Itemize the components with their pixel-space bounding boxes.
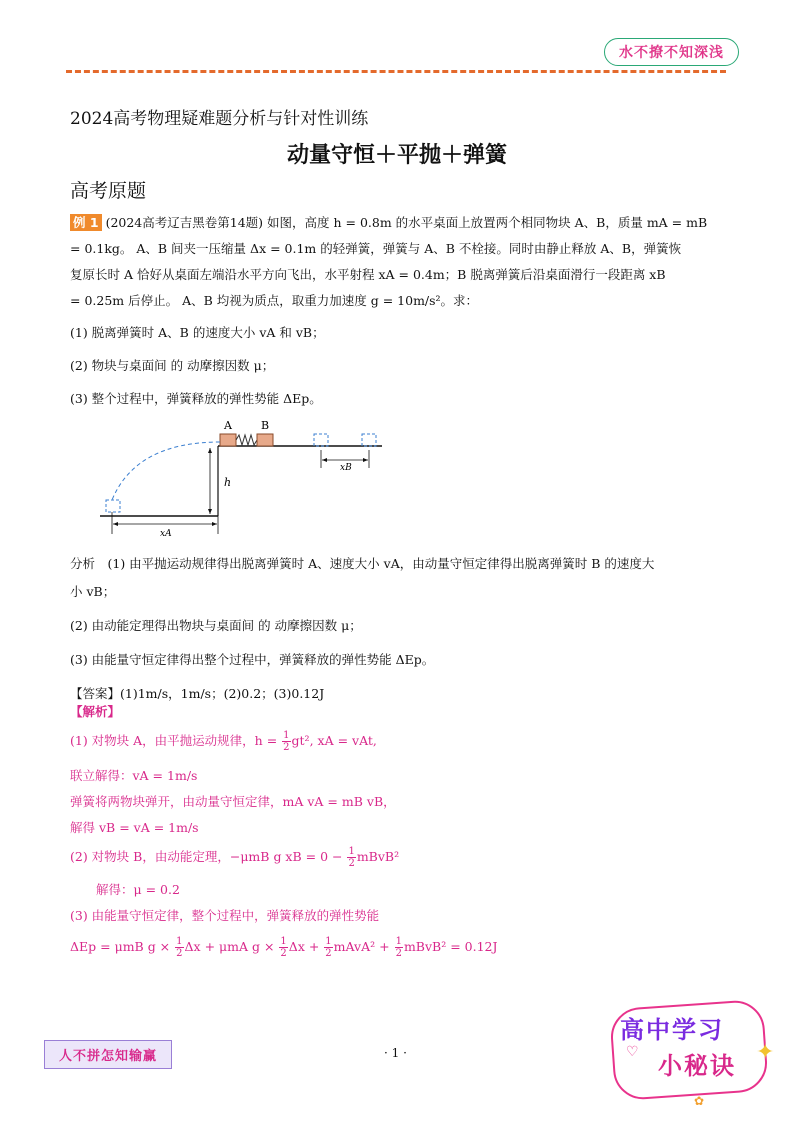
solution-heading: 【解析】	[70, 704, 121, 719]
problem-line-2: = 0.1kg。 A、B 间夹一压缩量 Δx = 0.1m 的轻弹簧，弹簧与 A、B 不栓接。同时由静止释放 A、B，弹簧恢	[70, 241, 682, 256]
label-a: A	[224, 419, 232, 432]
sparkle-icon: ✦	[756, 1040, 775, 1065]
section-heading: 高考原题	[70, 180, 147, 202]
problem-statement	[70, 210, 735, 314]
header-divider	[66, 70, 726, 73]
label-xa: xA	[160, 529, 172, 539]
physics-diagram	[96, 412, 396, 542]
solution-line-3: 弹簧将两物块弹开，由动量守恒定律，mA vA = mB vB，	[70, 794, 396, 809]
problem-line-4: = 0.25m 后停止。 A、B 均视为质点，取重力加速度 g = 10m/s²。求：	[70, 293, 479, 308]
problem-line-3: 复原长时 A 恰好从桌面左端沿水平方向飞出，水平射程 xA = 0.4m；B 脱离弹簧后沿桌面滑行一段距离 xB	[70, 267, 666, 282]
header-badge: 水不撩不知深浅	[604, 38, 739, 66]
analysis-line-1: 分析 (1) 由平抛运动规律得出脱离弹簧时 A、速度大小 vA，由动量守恒定律得出脱离弹簧时 B 的速度大	[70, 556, 655, 571]
footer-badge: 人不拼怎知输赢	[44, 1040, 172, 1069]
stamp-line-1: 高中学习	[620, 1016, 724, 1044]
solution-line-8: ΔEp = μmB g × $\frac{1}{2}$ Δx + μmA g × $\frac{1}{2}$ Δx + $\frac{1}{2}$ mAvA² + $\frac{1}{2}$ mBvB² = 0.12J	[70, 936, 498, 959]
example-tag: 例 1	[70, 214, 102, 231]
brand-stamp	[606, 996, 782, 1106]
series-title: 2024高考物理疑难题分析与针对性训练	[70, 109, 369, 129]
solution-line-6: 解得：μ = 0.2	[96, 882, 180, 897]
solution-line-1: (1) 对物块 A，由平抛运动规律，h = $\frac{1}{2}$ gt², xA = vAt,	[70, 730, 377, 753]
question-2: (2) 物块与桌面间 的 动摩擦因数 μ；	[70, 358, 275, 373]
spring	[236, 435, 257, 445]
page-number: · 1 ·	[384, 1046, 407, 1060]
block-a-ghost	[106, 500, 120, 512]
analysis-line-4: (3) 由能量守恒定律得出整个过程中，弹簧释放的弹性势能 ΔEp。	[70, 652, 435, 667]
stamp-line-2: 小秘诀	[658, 1052, 736, 1080]
analysis-block	[70, 550, 735, 708]
flower-icon: ✿	[694, 1094, 705, 1108]
analysis-line-3: (2) 由动能定理得出物块与桌面间 的 动摩擦因数 μ；	[70, 618, 362, 633]
trajectory	[112, 442, 220, 500]
block-b-ghost-1	[314, 434, 328, 446]
analysis-line-2: 小 vB；	[70, 584, 116, 599]
solution-line-5: (2) 对物块 B，由动能定理，−μmB g xB = 0 − $\frac{1}{2}$ mBvB²	[70, 846, 400, 869]
heart-icon: ♡	[626, 1044, 639, 1060]
question-list	[70, 316, 735, 415]
question-3: (3) 整个过程中，弹簧释放的弹性势能 ΔEp。	[70, 391, 322, 406]
block-a	[220, 434, 236, 446]
page-title: 动量守恒＋平抛＋弹簧	[286, 143, 507, 168]
answer-line: 【答案】(1)1m/s，1m/s；(2)0.2；(3)0.12J	[70, 686, 325, 701]
fraction-half: $\frac{1}{2}$	[283, 730, 290, 753]
label-h: h	[224, 476, 232, 489]
solution-line-2: 联立解得：vA = 1m/s	[70, 768, 198, 783]
label-b: B	[261, 419, 270, 432]
question-1: (1) 脱离弹簧时 A、B 的速度大小 vA 和 vB；	[70, 325, 325, 340]
block-b-ghost-2	[362, 434, 376, 446]
solution-line-7: (3) 由能量守恒定律，整个过程中，弹簧释放的弹性势能	[70, 908, 380, 923]
solution-line-4: 解得 vB = vA = 1m/s	[70, 820, 199, 835]
label-xb: xB	[340, 463, 352, 473]
block-b	[257, 434, 273, 446]
problem-line-1: 例 1 (2024高考辽吉黑卷第14题) 如图，高度 h = 0.8m 的水平桌面上放置两个相同物块 A、B，质量 mA = mB	[70, 210, 735, 236]
